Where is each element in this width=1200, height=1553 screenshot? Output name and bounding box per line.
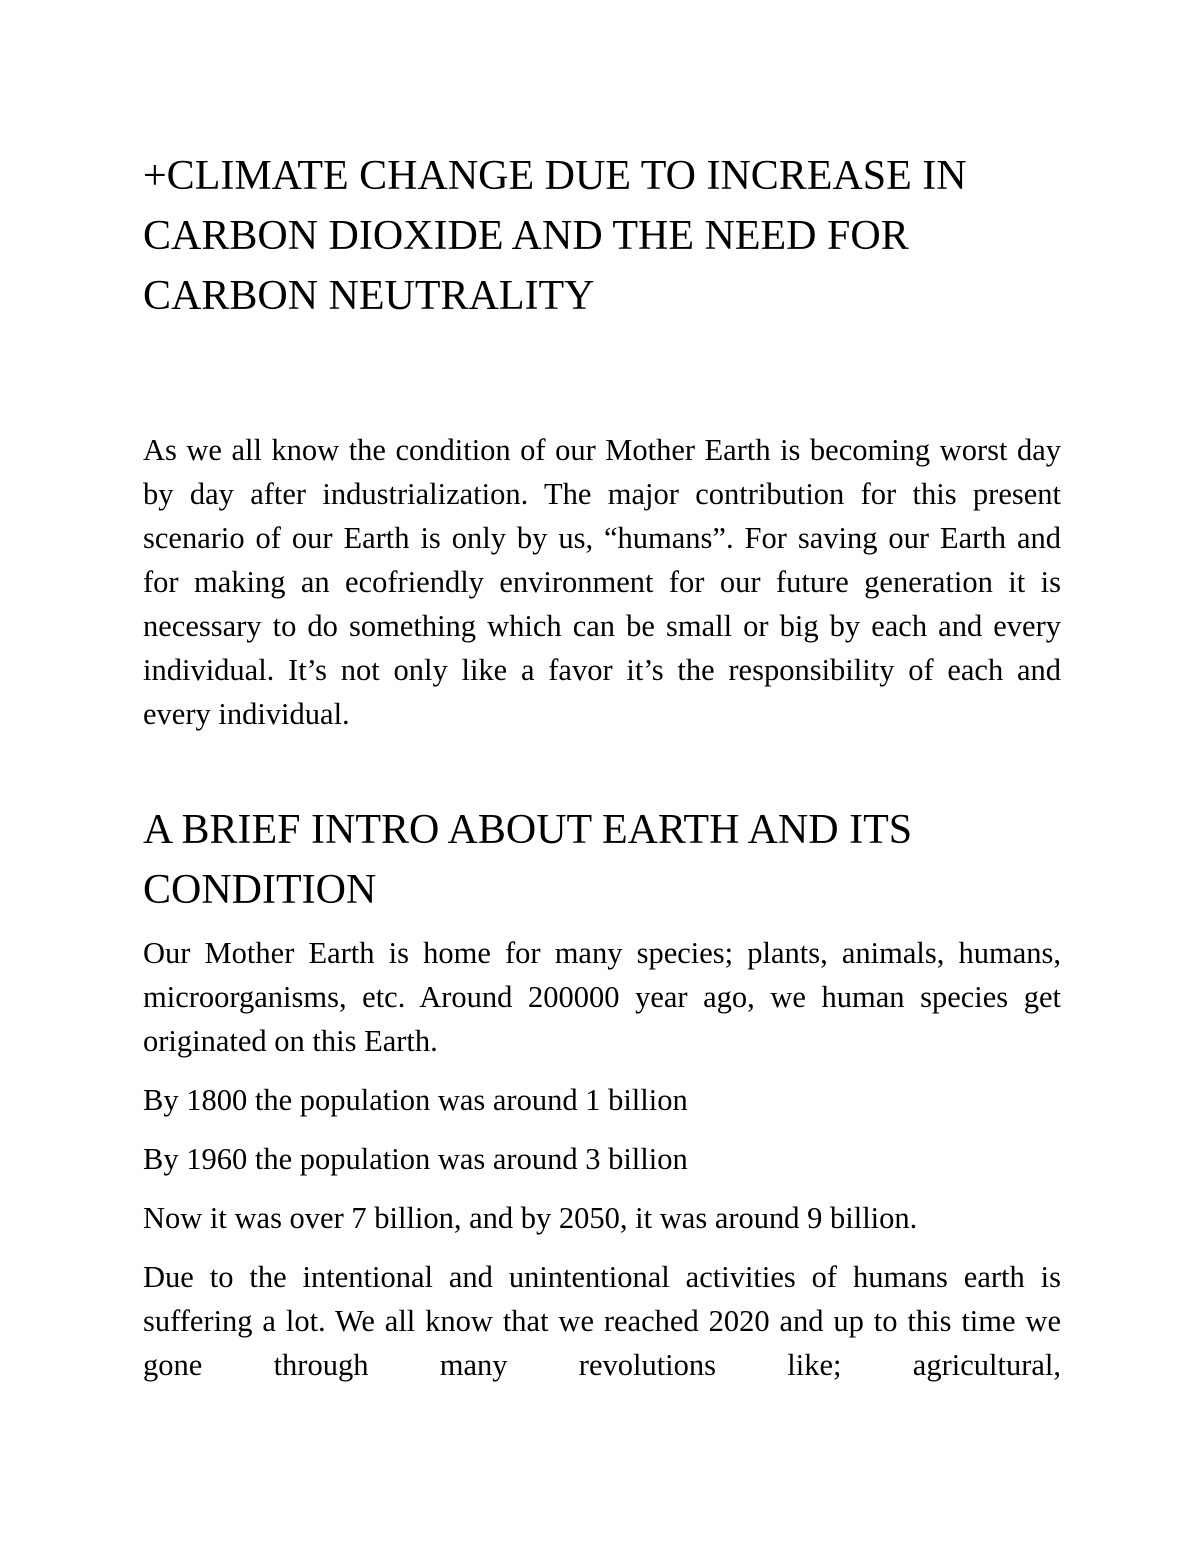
section-heading: A BRIEF INTRO ABOUT EARTH AND ITS CONDITION (143, 807, 913, 913)
intro-paragraph: As we all know the condition of our Mother Earth is becoming worst day by day after industrialization. The major contribution for this present scenario of our Earth is only by us, “humans”. For saving our Earth and for making an ecofriendly environment for our future generation it is necessary to do something which can be small or big by each and every individual. It’s not only like a favor it’s the responsibility of each and every individual. (143, 433, 1061, 731)
section-paragraph: Due to the intentional and unintentional activities of humans earth is suffering a lot. We all know that we reached 2020 and up to this time we gone through many revolutions like; agricultural, (143, 1260, 1061, 1382)
population-line-now: Now it was over 7 billion, and by 2050, it was around 9 billion. (143, 1201, 918, 1235)
document-title: +CLIMATE CHANGE DUE TO INCREASE IN CARBON DIOXIDE AND THE NEED FOR CARBON NEUTRALITY (143, 153, 967, 319)
population-line-1960: By 1960 the population was around 3 billion (143, 1142, 688, 1176)
section-paragraph: Our Mother Earth is home for many species; plants, animals, humans, microorganisms, etc. Around 200000 year ago, we human species get originated on this Earth. (143, 936, 1061, 1058)
population-line-1800: By 1800 the population was around 1 billion (143, 1083, 688, 1117)
document-body (143, 146, 1061, 1387)
